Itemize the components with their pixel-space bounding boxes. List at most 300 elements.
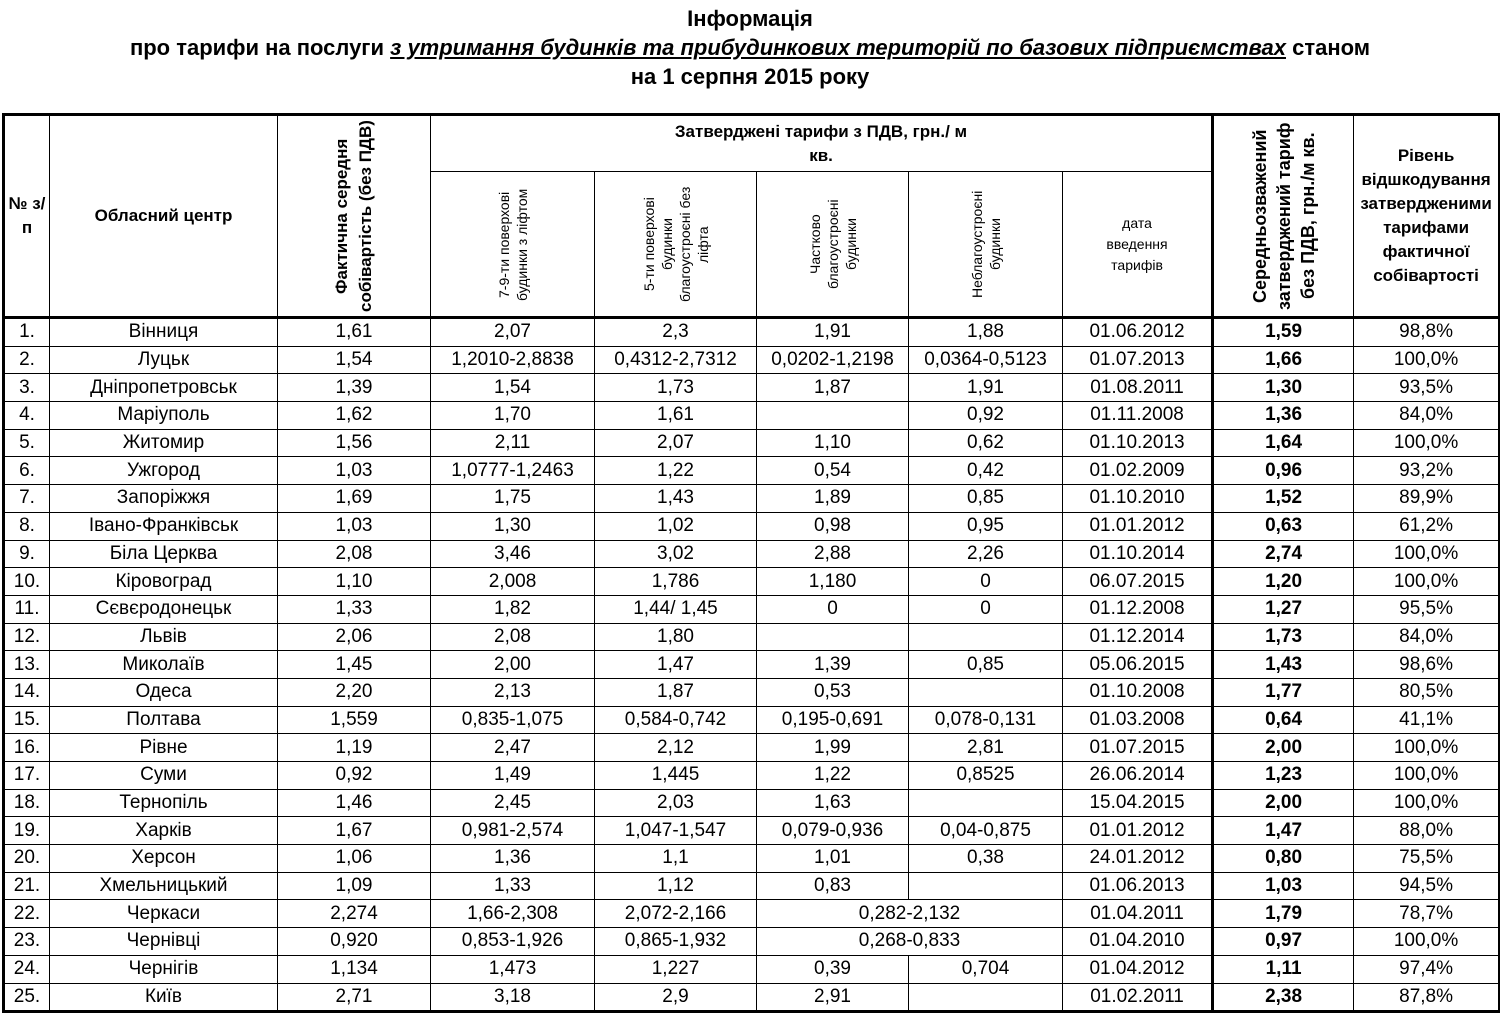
cell-unimproved: 0,92 bbox=[909, 402, 1063, 430]
cell-partial: 1,180 bbox=[757, 568, 909, 596]
header-actual-cost bbox=[278, 115, 431, 318]
cell-actual-cost: 1,559 bbox=[278, 706, 431, 734]
cell-actual-cost: 0,92 bbox=[278, 762, 431, 790]
cell-nolift: 1,22 bbox=[595, 457, 757, 485]
cell-unimproved: 0,078-0,131 bbox=[909, 706, 1063, 734]
cell-lift: 1,70 bbox=[431, 402, 595, 430]
cell-weighted: 1,47 bbox=[1213, 817, 1354, 845]
cell-city: Чернігів bbox=[50, 955, 278, 983]
cell-actual-cost: 1,03 bbox=[278, 512, 431, 540]
header-nolift-label: 5-ти поверхові будинки благоустроєні без ліфта bbox=[640, 186, 711, 302]
cell-nolift: 3,02 bbox=[595, 540, 757, 568]
cell-lift: 1,75 bbox=[431, 485, 595, 513]
cell-weighted: 1,66 bbox=[1213, 346, 1354, 374]
cell-actual-cost: 1,62 bbox=[278, 402, 431, 430]
cell-actual-cost: 2,08 bbox=[278, 540, 431, 568]
cell-unimproved: 0,85 bbox=[909, 651, 1063, 679]
table-row bbox=[4, 983, 1500, 1012]
cell-partial bbox=[757, 623, 909, 651]
cell-partial: 0 bbox=[757, 595, 909, 623]
cell-nolift: 1,73 bbox=[595, 374, 757, 402]
cell-weighted: 0,97 bbox=[1213, 928, 1354, 956]
cell-num: 16. bbox=[4, 734, 50, 762]
cell-weighted: 2,38 bbox=[1213, 983, 1354, 1012]
cell-actual-cost: 1,09 bbox=[278, 872, 431, 900]
header-weighted bbox=[1213, 115, 1354, 318]
cell-nolift: 1,44/ 1,45 bbox=[595, 595, 757, 623]
table-row bbox=[4, 485, 1500, 513]
cell-actual-cost: 1,134 bbox=[278, 955, 431, 983]
cell-partial: 0,53 bbox=[757, 678, 909, 706]
cell-date: 01.11.2008 bbox=[1063, 402, 1213, 430]
cell-city: Вінниця bbox=[50, 318, 278, 347]
cell-level: 100,0% bbox=[1354, 928, 1500, 956]
cell-date: 06.07.2015 bbox=[1063, 568, 1213, 596]
cell-city: Луцьк bbox=[50, 346, 278, 374]
cell-date: 01.06.2012 bbox=[1063, 318, 1213, 347]
cell-level: 100,0% bbox=[1354, 762, 1500, 790]
cell-unimproved bbox=[909, 789, 1063, 817]
cell-num: 13. bbox=[4, 651, 50, 679]
cell-date: 01.04.2010 bbox=[1063, 928, 1213, 956]
cell-num: 6. bbox=[4, 457, 50, 485]
cell-date: 01.02.2011 bbox=[1063, 983, 1213, 1012]
cell-actual-cost: 2,71 bbox=[278, 983, 431, 1012]
header-actual-cost-label: Фактична середня собівартість (без ПДВ) bbox=[332, 120, 375, 312]
header-num: № з/п bbox=[4, 115, 50, 318]
cell-partial: 1,22 bbox=[757, 762, 909, 790]
cell-city: Полтава bbox=[50, 706, 278, 734]
cell-lift: 0,853-1,926 bbox=[431, 928, 595, 956]
cell-unimproved: 0 bbox=[909, 568, 1063, 596]
cell-partial: 1,87 bbox=[757, 374, 909, 402]
cell-num: 3. bbox=[4, 374, 50, 402]
cell-nolift: 2,9 bbox=[595, 983, 757, 1012]
table-row bbox=[4, 595, 1500, 623]
cell-lift: 2,11 bbox=[431, 429, 595, 457]
cell-city: Херсон bbox=[50, 845, 278, 873]
table-header bbox=[4, 115, 1500, 318]
cell-weighted: 0,64 bbox=[1213, 706, 1354, 734]
cell-partial: 0,079-0,936 bbox=[757, 817, 909, 845]
document-title bbox=[0, 0, 1500, 106]
cell-date: 05.06.2015 bbox=[1063, 651, 1213, 679]
cell-actual-cost: 1,54 bbox=[278, 346, 431, 374]
cell-level: 84,0% bbox=[1354, 623, 1500, 651]
cell-num: 11. bbox=[4, 595, 50, 623]
header-lift-label: 7-9-ти поверхові будинки з ліфтом bbox=[495, 188, 530, 301]
cell-partial: 0,83 bbox=[757, 872, 909, 900]
table-row bbox=[4, 457, 1500, 485]
cell-weighted: 1,11 bbox=[1213, 955, 1354, 983]
cell-city: Рівне bbox=[50, 734, 278, 762]
table-row bbox=[4, 374, 1500, 402]
cell-lift: 1,0777-1,2463 bbox=[431, 457, 595, 485]
header-lift bbox=[431, 172, 595, 318]
cell-city: Харків bbox=[50, 817, 278, 845]
cell-date: 01.10.2008 bbox=[1063, 678, 1213, 706]
cell-date: 01.07.2013 bbox=[1063, 346, 1213, 374]
cell-level: 87,8% bbox=[1354, 983, 1500, 1012]
cell-nolift: 2,07 bbox=[595, 429, 757, 457]
cell-weighted: 1,43 bbox=[1213, 651, 1354, 679]
cell-date: 01.10.2014 bbox=[1063, 540, 1213, 568]
cell-date: 01.02.2009 bbox=[1063, 457, 1213, 485]
cell-partial: 1,99 bbox=[757, 734, 909, 762]
cell-partial-unimproved-merged: 0,268-0,833 bbox=[757, 928, 1063, 956]
cell-weighted: 1,36 bbox=[1213, 402, 1354, 430]
header-nolift bbox=[595, 172, 757, 318]
cell-city: Сєвєродонецьк bbox=[50, 595, 278, 623]
cell-level: 41,1% bbox=[1354, 706, 1500, 734]
table-row bbox=[4, 706, 1500, 734]
table-row bbox=[4, 568, 1500, 596]
cell-num: 19. bbox=[4, 817, 50, 845]
cell-city: Суми bbox=[50, 762, 278, 790]
header-approved-group: Затверджені тарифи з ПДВ, грн./ м кв. bbox=[431, 115, 1213, 172]
cell-nolift: 1,43 bbox=[595, 485, 757, 513]
cell-level: 89,9% bbox=[1354, 485, 1500, 513]
cell-partial: 1,91 bbox=[757, 318, 909, 347]
cell-level: 100,0% bbox=[1354, 346, 1500, 374]
cell-unimproved: 0,38 bbox=[909, 845, 1063, 873]
cell-lift: 2,00 bbox=[431, 651, 595, 679]
cell-city: Чернівці bbox=[50, 928, 278, 956]
table-row bbox=[4, 955, 1500, 983]
cell-num: 5. bbox=[4, 429, 50, 457]
cell-nolift: 1,445 bbox=[595, 762, 757, 790]
cell-lift: 3,18 bbox=[431, 983, 595, 1012]
cell-num: 7. bbox=[4, 485, 50, 513]
header-weighted-label: Середньозважений затверджений тариф без ПДВ, грн./м кв. bbox=[1249, 122, 1318, 310]
cell-num: 21. bbox=[4, 872, 50, 900]
table-row bbox=[4, 318, 1500, 347]
cell-lift: 1,66-2,308 bbox=[431, 900, 595, 928]
cell-date: 01.10.2010 bbox=[1063, 485, 1213, 513]
table-row bbox=[4, 623, 1500, 651]
cell-actual-cost: 1,19 bbox=[278, 734, 431, 762]
cell-num: 23. bbox=[4, 928, 50, 956]
cell-level: 78,7% bbox=[1354, 900, 1500, 928]
cell-level: 100,0% bbox=[1354, 540, 1500, 568]
cell-actual-cost: 2,274 bbox=[278, 900, 431, 928]
cell-date: 01.12.2008 bbox=[1063, 595, 1213, 623]
table-row bbox=[4, 512, 1500, 540]
tariff-table bbox=[2, 113, 1500, 1013]
table-row bbox=[4, 762, 1500, 790]
cell-unimproved: 0,62 bbox=[909, 429, 1063, 457]
header-partial-label: Частково благоустроєні будинки bbox=[806, 199, 859, 289]
cell-actual-cost: 2,20 bbox=[278, 678, 431, 706]
cell-level: 93,2% bbox=[1354, 457, 1500, 485]
cell-level: 75,5% bbox=[1354, 845, 1500, 873]
cell-unimproved: 0,704 bbox=[909, 955, 1063, 983]
table-row bbox=[4, 789, 1500, 817]
cell-level: 95,5% bbox=[1354, 595, 1500, 623]
cell-nolift: 2,072-2,166 bbox=[595, 900, 757, 928]
cell-city: Одеса bbox=[50, 678, 278, 706]
table-row bbox=[4, 817, 1500, 845]
cell-actual-cost: 1,67 bbox=[278, 817, 431, 845]
cell-weighted: 2,00 bbox=[1213, 789, 1354, 817]
cell-level: 100,0% bbox=[1354, 568, 1500, 596]
cell-lift: 1,49 bbox=[431, 762, 595, 790]
cell-weighted: 1,73 bbox=[1213, 623, 1354, 651]
header-level: Рівень відшкодування затвердженими тарифами фактичної собівартості bbox=[1354, 115, 1500, 318]
cell-unimproved: 0,95 bbox=[909, 512, 1063, 540]
table-row bbox=[4, 872, 1500, 900]
cell-actual-cost: 1,61 bbox=[278, 318, 431, 347]
cell-partial: 0,195-0,691 bbox=[757, 706, 909, 734]
cell-city: Тернопіль bbox=[50, 789, 278, 817]
cell-level: 98,8% bbox=[1354, 318, 1500, 347]
cell-lift: 2,45 bbox=[431, 789, 595, 817]
cell-level: 94,5% bbox=[1354, 872, 1500, 900]
cell-city: Івано-Франківськ bbox=[50, 512, 278, 540]
title-line-2-emphasis: з утримання будинків та прибудинкових територій по базових підприємствах bbox=[390, 35, 1286, 60]
cell-nolift: 1,87 bbox=[595, 678, 757, 706]
table-row bbox=[4, 734, 1500, 762]
cell-nolift: 2,03 bbox=[595, 789, 757, 817]
cell-date: 01.08.2011 bbox=[1063, 374, 1213, 402]
cell-level: 97,4% bbox=[1354, 955, 1500, 983]
cell-nolift: 1,80 bbox=[595, 623, 757, 651]
cell-nolift: 1,1 bbox=[595, 845, 757, 873]
cell-date: 01.01.2012 bbox=[1063, 817, 1213, 845]
cell-partial: 0,54 bbox=[757, 457, 909, 485]
cell-unimproved: 0,0364-0,5123 bbox=[909, 346, 1063, 374]
cell-city: Черкаси bbox=[50, 900, 278, 928]
table-row bbox=[4, 845, 1500, 873]
title-line-2-suffix: станом bbox=[1285, 35, 1371, 60]
title-line-3: на 1 серпня 2015 року bbox=[630, 64, 870, 89]
cell-date: 01.03.2008 bbox=[1063, 706, 1213, 734]
table-row bbox=[4, 346, 1500, 374]
cell-lift: 1,2010-2,8838 bbox=[431, 346, 595, 374]
cell-actual-cost: 1,69 bbox=[278, 485, 431, 513]
cell-lift: 1,82 bbox=[431, 595, 595, 623]
cell-weighted: 0,80 bbox=[1213, 845, 1354, 873]
cell-partial: 2,88 bbox=[757, 540, 909, 568]
cell-unimproved: 0 bbox=[909, 595, 1063, 623]
cell-date: 01.04.2012 bbox=[1063, 955, 1213, 983]
cell-num: 10. bbox=[4, 568, 50, 596]
cell-date: 01.07.2015 bbox=[1063, 734, 1213, 762]
cell-num: 12. bbox=[4, 623, 50, 651]
cell-weighted: 1,27 bbox=[1213, 595, 1354, 623]
cell-unimproved bbox=[909, 983, 1063, 1012]
cell-actual-cost: 1,45 bbox=[278, 651, 431, 679]
cell-lift: 1,54 bbox=[431, 374, 595, 402]
header-partial bbox=[757, 172, 909, 318]
cell-date: 01.10.2013 bbox=[1063, 429, 1213, 457]
cell-num: 20. bbox=[4, 845, 50, 873]
cell-date: 26.06.2014 bbox=[1063, 762, 1213, 790]
cell-lift: 1,30 bbox=[431, 512, 595, 540]
cell-city: Миколаїв bbox=[50, 651, 278, 679]
title-line-2 bbox=[0, 33, 1500, 62]
table-row bbox=[4, 402, 1500, 430]
cell-weighted: 0,96 bbox=[1213, 457, 1354, 485]
cell-unimproved: 0,85 bbox=[909, 485, 1063, 513]
cell-level: 100,0% bbox=[1354, 429, 1500, 457]
cell-level: 61,2% bbox=[1354, 512, 1500, 540]
cell-city: Львів bbox=[50, 623, 278, 651]
cell-unimproved: 1,91 bbox=[909, 374, 1063, 402]
cell-actual-cost: 1,33 bbox=[278, 595, 431, 623]
cell-actual-cost: 1,56 bbox=[278, 429, 431, 457]
cell-nolift: 2,3 bbox=[595, 318, 757, 347]
cell-city: Хмельницький bbox=[50, 872, 278, 900]
cell-unimproved bbox=[909, 623, 1063, 651]
table-row bbox=[4, 651, 1500, 679]
cell-weighted: 1,30 bbox=[1213, 374, 1354, 402]
cell-date: 01.04.2011 bbox=[1063, 900, 1213, 928]
cell-actual-cost: 1,06 bbox=[278, 845, 431, 873]
cell-city: Маріуполь bbox=[50, 402, 278, 430]
header-unimproved bbox=[909, 172, 1063, 318]
cell-lift: 1,33 bbox=[431, 872, 595, 900]
cell-weighted: 2,74 bbox=[1213, 540, 1354, 568]
cell-city: Ужгород bbox=[50, 457, 278, 485]
cell-nolift: 0,4312-2,7312 bbox=[595, 346, 757, 374]
cell-weighted: 1,52 bbox=[1213, 485, 1354, 513]
cell-unimproved: 1,88 bbox=[909, 318, 1063, 347]
cell-num: 14. bbox=[4, 678, 50, 706]
cell-city: Запоріжжя bbox=[50, 485, 278, 513]
cell-actual-cost: 1,46 bbox=[278, 789, 431, 817]
cell-weighted: 1,59 bbox=[1213, 318, 1354, 347]
table-row bbox=[4, 928, 1500, 956]
cell-level: 80,5% bbox=[1354, 678, 1500, 706]
cell-lift: 2,47 bbox=[431, 734, 595, 762]
cell-date: 24.01.2012 bbox=[1063, 845, 1213, 873]
table-row bbox=[4, 540, 1500, 568]
cell-nolift: 1,047-1,547 bbox=[595, 817, 757, 845]
cell-level: 93,5% bbox=[1354, 374, 1500, 402]
cell-date: 01.01.2012 bbox=[1063, 512, 1213, 540]
cell-lift: 1,473 bbox=[431, 955, 595, 983]
cell-level: 98,6% bbox=[1354, 651, 1500, 679]
cell-date: 15.04.2015 bbox=[1063, 789, 1213, 817]
cell-partial: 1,39 bbox=[757, 651, 909, 679]
cell-num: 8. bbox=[4, 512, 50, 540]
cell-weighted: 0,63 bbox=[1213, 512, 1354, 540]
cell-partial: 0,39 bbox=[757, 955, 909, 983]
cell-unimproved: 0,8525 bbox=[909, 762, 1063, 790]
cell-partial: 1,63 bbox=[757, 789, 909, 817]
title-line-1: Інформація bbox=[687, 6, 813, 31]
cell-weighted: 1,79 bbox=[1213, 900, 1354, 928]
cell-unimproved bbox=[909, 872, 1063, 900]
cell-lift: 2,13 bbox=[431, 678, 595, 706]
cell-actual-cost: 1,03 bbox=[278, 457, 431, 485]
cell-num: 15. bbox=[4, 706, 50, 734]
cell-partial-unimproved-merged: 0,282-2,132 bbox=[757, 900, 1063, 928]
cell-nolift: 1,02 bbox=[595, 512, 757, 540]
cell-date: 01.12.2014 bbox=[1063, 623, 1213, 651]
cell-actual-cost: 1,39 bbox=[278, 374, 431, 402]
cell-date: 01.06.2013 bbox=[1063, 872, 1213, 900]
cell-lift: 3,46 bbox=[431, 540, 595, 568]
table-row bbox=[4, 429, 1500, 457]
cell-weighted: 1,77 bbox=[1213, 678, 1354, 706]
cell-num: 24. bbox=[4, 955, 50, 983]
cell-city: Київ bbox=[50, 983, 278, 1012]
cell-unimproved: 0,42 bbox=[909, 457, 1063, 485]
cell-city: Дніпропетровськ bbox=[50, 374, 278, 402]
cell-partial: 0,98 bbox=[757, 512, 909, 540]
cell-actual-cost: 0,920 bbox=[278, 928, 431, 956]
cell-unimproved: 2,81 bbox=[909, 734, 1063, 762]
cell-nolift: 0,865-1,932 bbox=[595, 928, 757, 956]
cell-weighted: 1,20 bbox=[1213, 568, 1354, 596]
cell-num: 17. bbox=[4, 762, 50, 790]
cell-level: 100,0% bbox=[1354, 734, 1500, 762]
cell-city: Біла Церква bbox=[50, 540, 278, 568]
cell-nolift: 1,786 bbox=[595, 568, 757, 596]
cell-num: 18. bbox=[4, 789, 50, 817]
cell-weighted: 2,00 bbox=[1213, 734, 1354, 762]
cell-level: 100,0% bbox=[1354, 789, 1500, 817]
cell-nolift: 0,584-0,742 bbox=[595, 706, 757, 734]
table-body bbox=[4, 318, 1500, 1012]
cell-level: 88,0% bbox=[1354, 817, 1500, 845]
cell-num: 25. bbox=[4, 983, 50, 1012]
cell-partial: 2,91 bbox=[757, 983, 909, 1012]
cell-city: Житомир bbox=[50, 429, 278, 457]
cell-unimproved: 2,26 bbox=[909, 540, 1063, 568]
cell-nolift: 1,12 bbox=[595, 872, 757, 900]
cell-actual-cost: 2,06 bbox=[278, 623, 431, 651]
cell-lift: 2,008 bbox=[431, 568, 595, 596]
cell-lift: 0,981-2,574 bbox=[431, 817, 595, 845]
cell-nolift: 1,61 bbox=[595, 402, 757, 430]
table-row bbox=[4, 900, 1500, 928]
cell-weighted: 1,23 bbox=[1213, 762, 1354, 790]
cell-weighted: 1,64 bbox=[1213, 429, 1354, 457]
cell-partial: 1,89 bbox=[757, 485, 909, 513]
title-line-2-prefix: про тарифи на послуги bbox=[129, 35, 391, 60]
header-city: Обласний центр bbox=[50, 115, 278, 318]
cell-nolift: 1,47 bbox=[595, 651, 757, 679]
cell-level: 84,0% bbox=[1354, 402, 1500, 430]
header-date: дата введення тарифів bbox=[1063, 172, 1213, 318]
cell-num: 9. bbox=[4, 540, 50, 568]
cell-lift: 2,08 bbox=[431, 623, 595, 651]
cell-partial: 1,01 bbox=[757, 845, 909, 873]
cell-nolift: 1,227 bbox=[595, 955, 757, 983]
cell-num: 4. bbox=[4, 402, 50, 430]
cell-num: 2. bbox=[4, 346, 50, 374]
cell-nolift: 2,12 bbox=[595, 734, 757, 762]
cell-num: 22. bbox=[4, 900, 50, 928]
cell-partial: 0,0202-1,2198 bbox=[757, 346, 909, 374]
cell-unimproved: 0,04-0,875 bbox=[909, 817, 1063, 845]
cell-lift: 0,835-1,075 bbox=[431, 706, 595, 734]
cell-lift: 2,07 bbox=[431, 318, 595, 347]
table-row bbox=[4, 678, 1500, 706]
cell-city: Кіровоград bbox=[50, 568, 278, 596]
cell-weighted: 1,03 bbox=[1213, 872, 1354, 900]
header-unimproved-label: Неблагоустроєні будинки bbox=[968, 190, 1003, 298]
cell-partial: 1,10 bbox=[757, 429, 909, 457]
cell-num: 1. bbox=[4, 318, 50, 347]
cell-actual-cost: 1,10 bbox=[278, 568, 431, 596]
cell-lift: 1,36 bbox=[431, 845, 595, 873]
cell-partial bbox=[757, 402, 909, 430]
cell-unimproved bbox=[909, 678, 1063, 706]
